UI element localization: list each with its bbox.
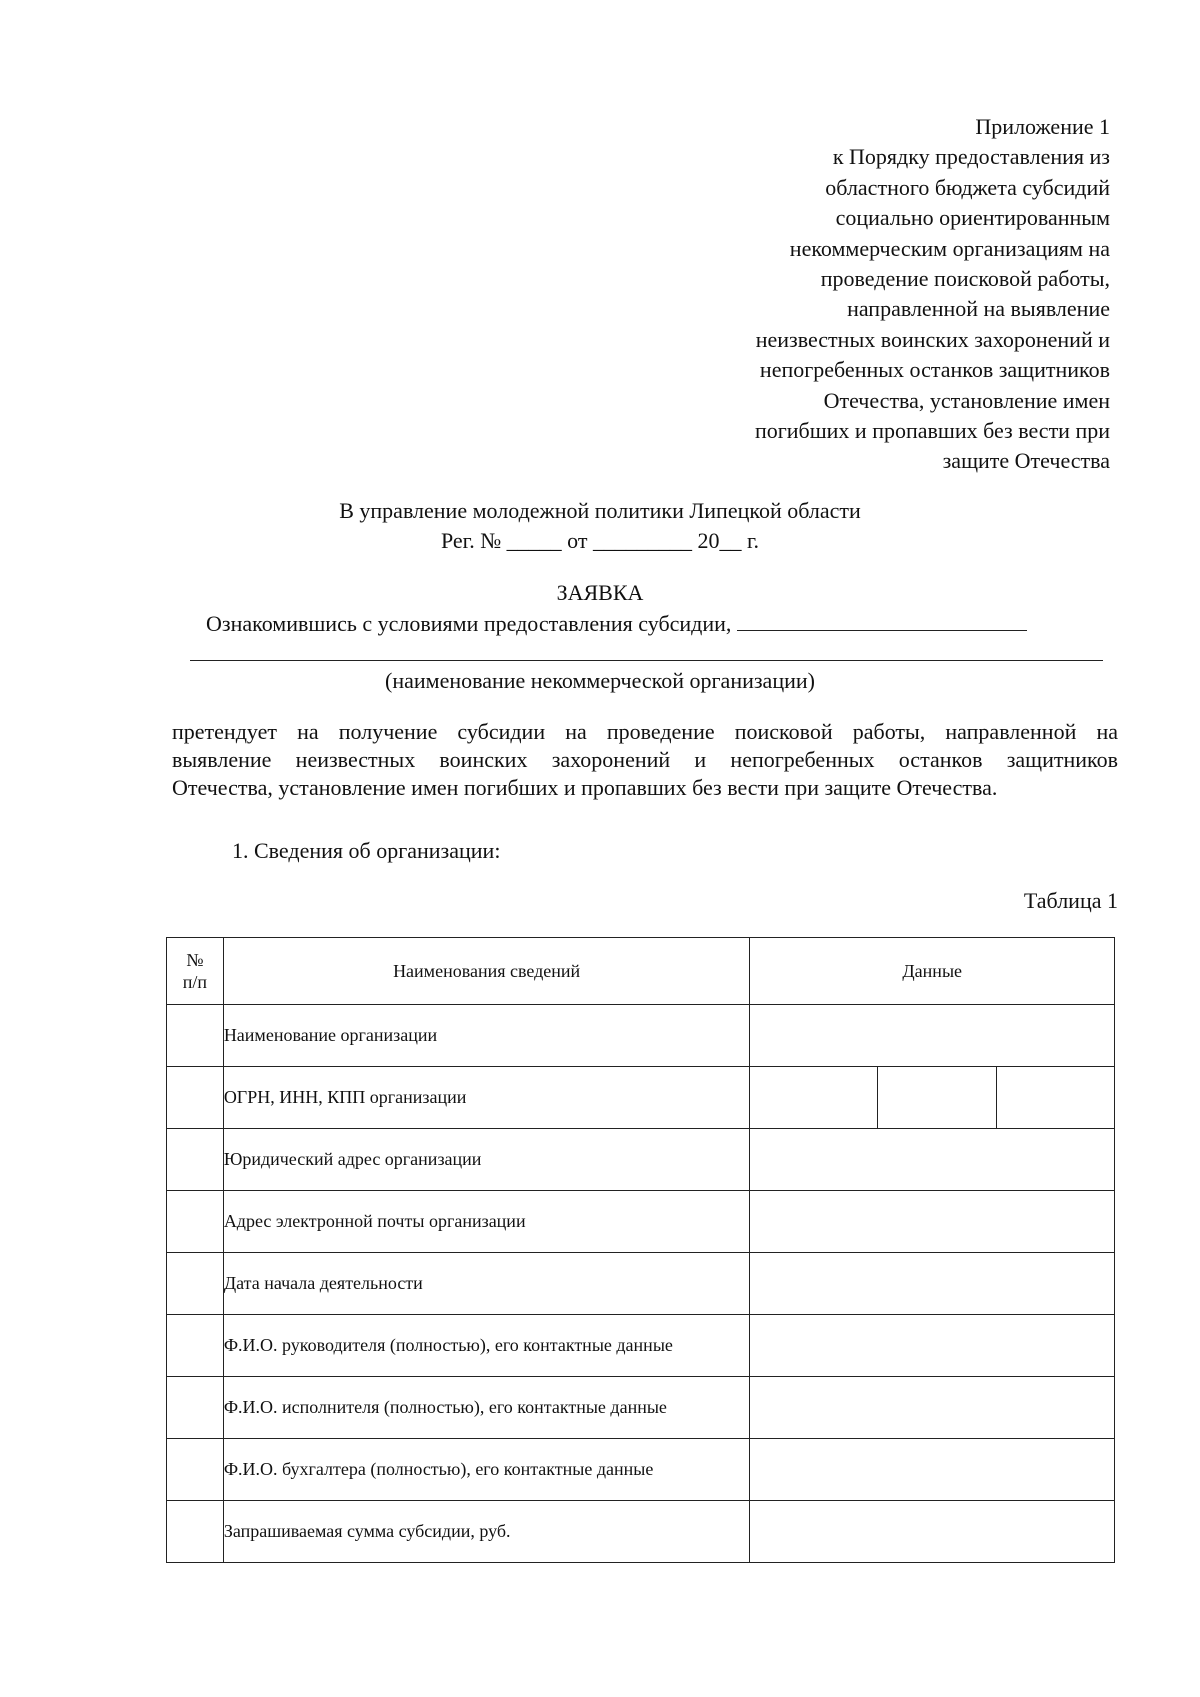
paragraph-line: Отечества, установление имен погибших и пропавших без вести при защите Отечества. xyxy=(172,775,998,800)
paragraph-line: выявление неизвестных воинских захоронений и непогребенных останков защитников xyxy=(172,747,1118,772)
intro-line xyxy=(206,608,1027,639)
appendix-line: неизвестных воинских захоронений и xyxy=(755,326,1110,352)
table-row xyxy=(167,1253,1115,1315)
appendix-line: социально ориентированным xyxy=(835,205,1110,231)
row-data-cell[interactable] xyxy=(750,1501,1115,1563)
table-row xyxy=(167,1315,1115,1377)
header-number-sign: № xyxy=(186,950,204,970)
table-row xyxy=(167,1501,1115,1563)
row-label: Юридический адрес организации xyxy=(223,1129,750,1191)
header-data: Данные xyxy=(750,938,1115,1005)
row-data-cell[interactable] xyxy=(750,1191,1115,1253)
table-label: Таблица 1 xyxy=(1023,888,1118,913)
table-row xyxy=(167,1067,1115,1129)
row-label: Запрашиваемая сумма субсидии, руб. xyxy=(223,1501,750,1563)
row-data-cell-split xyxy=(750,1067,1115,1129)
row-label: Ф.И.О. бухгалтера (полностью), его контактные данные xyxy=(223,1439,750,1501)
row-number-cell xyxy=(167,1439,224,1501)
paragraph-line: претендует на получение субсидии на проведение поисковой работы, направленной на xyxy=(172,719,1118,744)
row-data-cell[interactable] xyxy=(750,1315,1115,1377)
appendix-line: защите Отечества xyxy=(942,448,1110,474)
appendix-line: непогребенных останков защитников xyxy=(759,357,1110,383)
row-number-cell xyxy=(167,1253,224,1315)
table-row xyxy=(167,1439,1115,1501)
row-data-cell[interactable] xyxy=(750,1377,1115,1439)
row-label: Наименование организации xyxy=(223,1005,750,1067)
appendix-line: погибших и пропавших без вести при xyxy=(754,418,1110,444)
table-row xyxy=(167,1377,1115,1439)
body-paragraph xyxy=(172,718,1118,802)
table-row xyxy=(167,1005,1115,1067)
row-number-cell xyxy=(167,1191,224,1253)
table-row xyxy=(167,1129,1115,1191)
organization-info-table xyxy=(166,937,1115,1563)
appendix-header xyxy=(550,112,1110,477)
ogrn-data-cell[interactable] xyxy=(750,1067,877,1128)
appendix-line: Приложение 1 xyxy=(975,114,1110,139)
row-label: Ф.И.О. исполнителя (полностью), его контактные данные xyxy=(223,1377,750,1439)
row-number-cell xyxy=(167,1501,224,1563)
section-title: 1. Сведения об организации: xyxy=(232,838,501,863)
appendix-line: проведение поисковой работы, xyxy=(820,266,1110,292)
row-number-cell xyxy=(167,1315,224,1377)
table-row xyxy=(167,1191,1115,1253)
row-data-cell[interactable] xyxy=(750,1005,1115,1067)
org-name-underline xyxy=(190,660,1103,661)
appendix-line: Отечества, установление имен xyxy=(823,387,1110,413)
row-data-cell[interactable] xyxy=(750,1253,1115,1315)
header-number-pp: п/п xyxy=(182,972,208,992)
registration-line: Рег. № _____ от _________ 20__ г. xyxy=(440,528,760,553)
row-data-cell[interactable] xyxy=(750,1439,1115,1501)
intro-text: Ознакомившись с условиями предоставления субсидии, xyxy=(206,611,732,636)
row-label: ОГРН, ИНН, КПП организации xyxy=(223,1067,750,1129)
header-name: Наименования сведений xyxy=(223,938,750,1005)
row-number-cell xyxy=(167,1377,224,1439)
row-label: Дата начала деятельности xyxy=(223,1253,750,1315)
kpp-data-cell[interactable] xyxy=(996,1067,1114,1128)
header-number xyxy=(167,938,224,1005)
org-name-blank xyxy=(737,608,1027,631)
row-number-cell xyxy=(167,1005,224,1067)
row-number-cell xyxy=(167,1129,224,1191)
inn-data-cell[interactable] xyxy=(877,1067,995,1128)
org-name-caption: (наименование некоммерческой организации) xyxy=(385,668,815,693)
appendix-line: некоммерческим организациям на xyxy=(789,235,1110,261)
row-label: Ф.И.О. руководителя (полностью), его контактные данные xyxy=(223,1315,750,1377)
table-header-row xyxy=(167,938,1115,1005)
appendix-line: областного бюджета субсидий xyxy=(825,174,1110,200)
addressee-line: В управление молодежной политики Липецкой области xyxy=(339,498,861,523)
addressee-block xyxy=(0,496,1200,556)
row-data-cell[interactable] xyxy=(750,1129,1115,1191)
appendix-line: к Порядку предоставления из xyxy=(832,144,1110,170)
row-label: Адрес электронной почты организации xyxy=(223,1191,750,1253)
document-title: ЗАЯВКА xyxy=(556,580,644,605)
row-number-cell xyxy=(167,1067,224,1129)
appendix-line: направленной на выявление xyxy=(847,296,1110,322)
